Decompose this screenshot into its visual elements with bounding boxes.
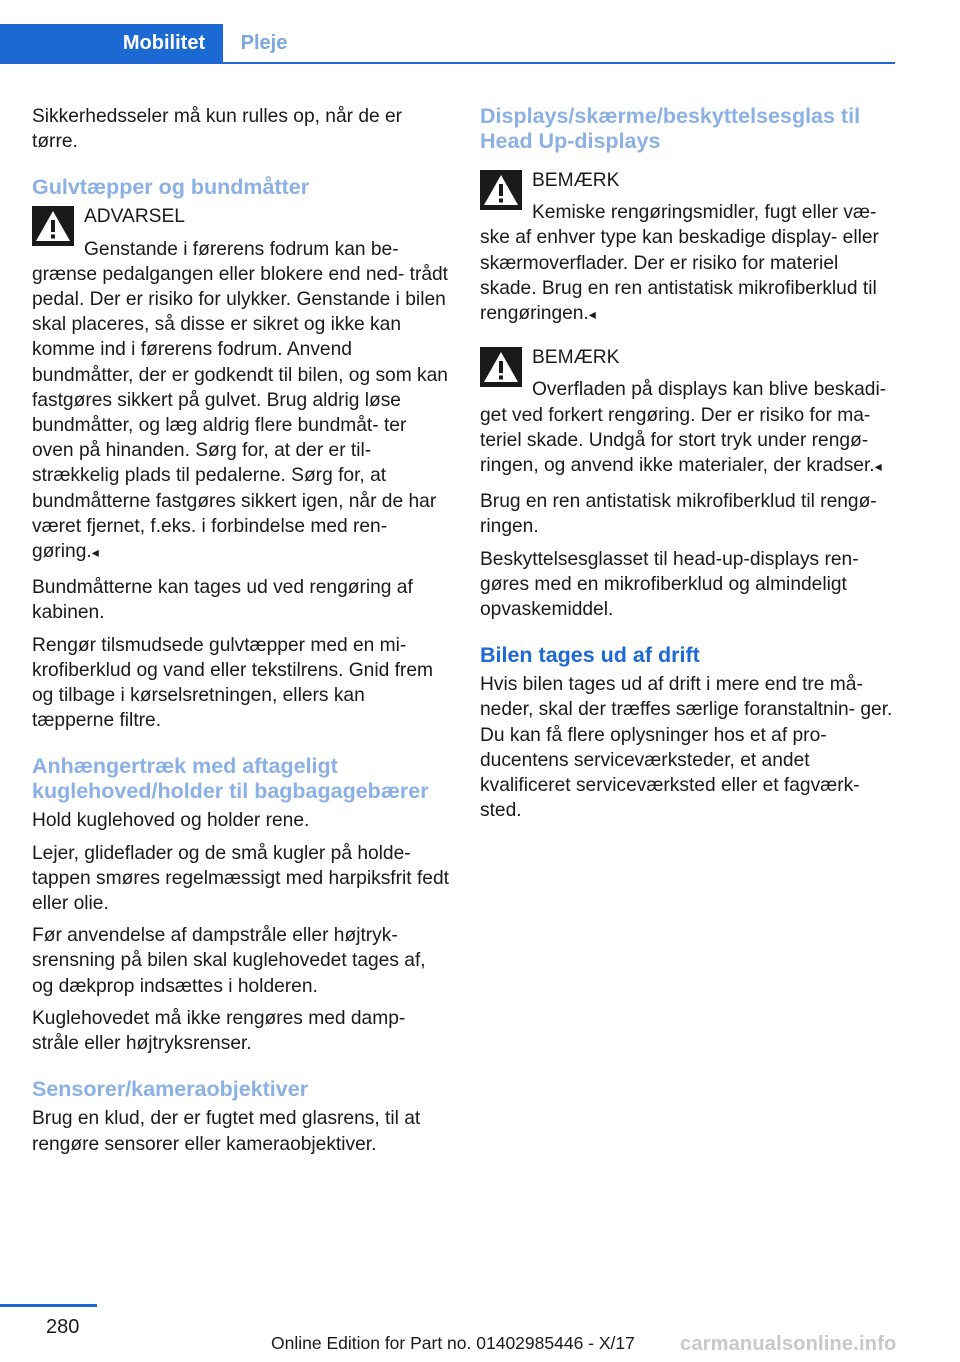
towbar-paragraph-4: Kuglehovedet må ikke rengøres med damp- stråle eller højtryksrenser. (32, 1007, 406, 1055)
end-mark: ◂ (91, 544, 99, 561)
notice-2-text: Overfladen på displays kan blive beskadi- get ved forkert rengøring. Der er risiko for ma- teriel skade. Undgå for stort tryk under rengø- ringen, og anvend ikke materialer, der kradser. (480, 379, 887, 477)
storage-paragraph-1: Hvis bilen tages ud af drift i mere end tre må- neder, skal der træffes særlige foranstaltnin- ger. Du kan få flere oplysninger hos et af pro- ducentens serviceværksteder, et andet kvalificeret serviceværksted eller et fagværk- sted. (480, 674, 893, 822)
heading-sensors: Sensorer/kameraobjektiver (32, 1077, 309, 1102)
warning-triangle-icon (32, 206, 74, 246)
watermark: carmanualsonline.info (680, 1333, 897, 1355)
end-mark: ◂ (588, 306, 596, 323)
tab-pleje[interactable]: Pleje (240, 32, 288, 54)
notice-1-text: Kemiske rengøringsmidler, fugt eller væ- ske af enhver type kan beskadige display- eller skærmoverflader. Der er risiko for materiel skade. Brug en ren antistatisk mikrofiberklud til rengøringen. (480, 202, 879, 325)
warning-notice (32, 204, 450, 565)
chapter-tabbar (0, 24, 895, 64)
heading-carpets: Gulvtæpper og bundmåtter (32, 175, 310, 200)
warning-text: Genstande i førerens fodrum kan be- grænse pedalgangen eller blokere end ned- trådt pedal. Der er risiko for ulykker. Genstande i bilen skal placeres, så disse er sikret og ikke kan komme ind i førerens fodrum. Anvend bundmåtter, der er godkendt til bilen, og som kan fastgøres sikkert på gulvet. Brug aldrig løse bundmåtter, og læg aldrig flere bundmåt- ter oven på hinanden. Sørg for, at der er til- strækkelig plads til pedalerne. Sørg for, at bundmåtterne fastgøres sikkert igen, når de har været fjernet, f.eks. i forbindelse med ren- gøring. (32, 238, 449, 563)
notice-2-label: BEMÆRK (532, 347, 620, 369)
intro-paragraph: Sikkerhedsseler må kun rulles op, når de er tørre. (32, 106, 403, 153)
notice-1 (480, 168, 898, 327)
warning-label: ADVARSEL (84, 206, 185, 228)
sensors-paragraph-1: Brug en klud, der er fugtet med glasrens, til at rengøre sensorer eller kameraobjektiver. (32, 1108, 421, 1155)
right-column (480, 104, 898, 830)
left-column (32, 104, 450, 1164)
edition-note: Online Edition for Part no. 01402985446 - X/17 (271, 1333, 635, 1353)
heading-displays: Displays/skærme/beskyttelsesglas til Head Up-displays (480, 104, 861, 153)
heading-towbar: Anhængertræk med aftageligt kuglehoved/holder til bagbagagebærer (32, 754, 429, 804)
displays-paragraph-1: Brug en ren antistatisk mikrofiberklud til rengø- ringen. (480, 491, 877, 538)
towbar-paragraph-2: Lejer, glideflader og de små kugler på holde- tappen smøres regelmæssigt med harpiksfrit fedt eller olie. (32, 842, 449, 915)
end-mark: ◂ (874, 458, 882, 475)
footer-accent-line (0, 1304, 97, 1307)
tab-accent-block (0, 24, 105, 62)
notice-1-label: BEMÆRK (532, 170, 620, 191)
notice-2 (480, 345, 898, 479)
carpets-paragraph-2: Rengør tilsmudsede gulvtæpper med en mi- krofiberklud og vand eller tekstilrens. Gnid frem og tilbage i kørselsretningen, ellers kan tæpperne filtre. (32, 634, 433, 732)
heading-storage: Bilen tages ud af drift (480, 643, 700, 668)
towbar-paragraph-1: Hold kuglehoved og holder rene. (32, 810, 310, 832)
carpets-paragraph-1: Bundmåtterne kan tages ud ved rengøring af kabinen. (32, 577, 413, 624)
warning-triangle-icon (480, 170, 522, 210)
towbar-paragraph-3: Før anvendelse af dampstråle eller højtryk- srensning på bilen skal kuglehovedet tages af, og dækprop indsættes i holderen. (32, 925, 426, 997)
tab-mobilitet[interactable]: Mobilitet (105, 24, 223, 62)
warning-triangle-icon (480, 347, 522, 387)
page-number: 280 (46, 1316, 80, 1338)
displays-paragraph-2: Beskyttelsesglasset til head-up-displays ren- gøres med en mikrofiberklud og almindeligt opvaskemiddel. (480, 548, 859, 621)
